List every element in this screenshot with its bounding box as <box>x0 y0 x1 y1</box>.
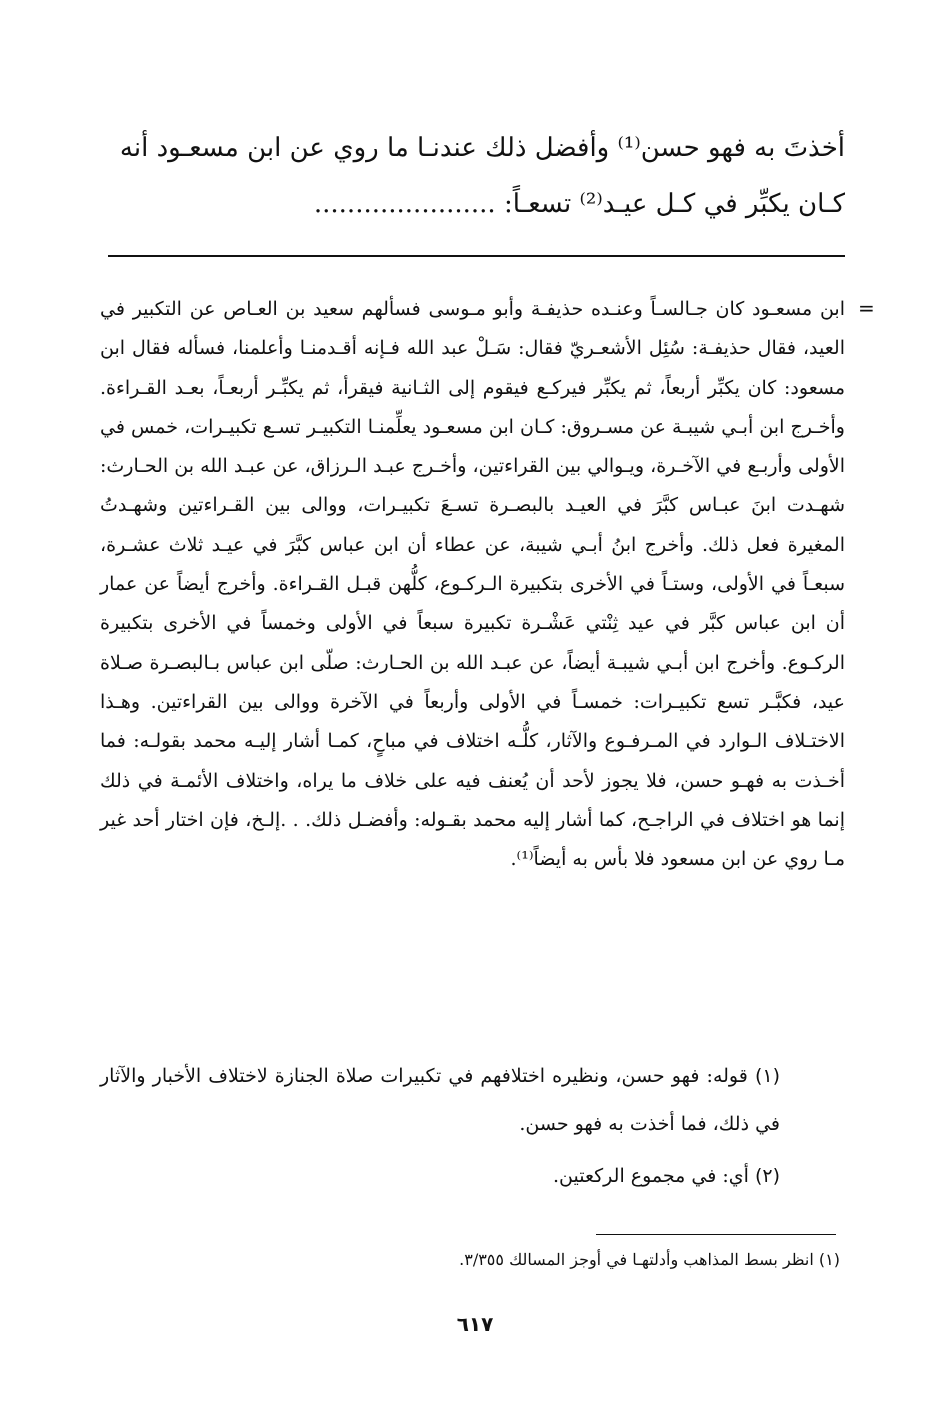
footnote-2-number: (٢) <box>754 1165 780 1187</box>
page-number: ٦١٧ <box>456 1312 494 1336</box>
reference-rule <box>596 1234 836 1235</box>
footnote-2-text: أي: في مجموع الركعتين. <box>552 1165 749 1187</box>
separator-rule <box>108 255 845 257</box>
main-text-line-1: أخذتَ به فهو حسن⁽¹⁾ وأفضل ذلك عندنـا ما روي عن ابن مسعـود أنه <box>119 133 845 163</box>
footnote-1-number: (١) <box>754 1065 780 1087</box>
dotted-leader: ...................... <box>313 189 496 219</box>
footnote-1 <box>100 1052 780 1148</box>
main-text <box>100 120 845 232</box>
main-text-line-2-text: كـان يكبِّر في كـل عيـد⁽²⁾ تسعـاً: <box>503 189 845 219</box>
main-text-line-2 <box>100 176 845 232</box>
reference-text: انظر بسط المذاهب وأدلتهـا في أوجز المسالك ٣/٣٥٥. <box>459 1250 814 1269</box>
footnote-2 <box>300 1152 780 1200</box>
reference-note <box>300 1243 840 1277</box>
commentary-paragraph: ابن مسعـود كان جـالسـاً وعنـده حذيفـة وأبو مـوسى فسألهم سعيد بن العـاص عن التكبير في العيد، فقال حذيفـة: سُئِل الأشعـريّ فقال: سَـلْ عبد الله فـإنه أقـدمنـا وأعلمنا، فسأله فقال ابن مسعود: كان يكبِّر أربعاً، ثم يكبِّر فيركـع فيقوم إلى الثـانية فيقرأ، ثم يكبِّـر أربعـاً، بعـد القـراءة. وأخـرج ابن أبـي شيبـة عن مسـروق: كـان ابن مسعـود يعلِّمنـا التكبيـر تسـع تكبيـرات، خمس في الأولى وأربـع في الآخـرة، ويـوالي بين القراءتين، وأخـرج عبـد الـرزاق، عن عبـد الله بن الحـارث: شهـدت ابنَ عبـاس كبَّرَ في العيـد بالبصـرة تسـعَ تكبيـرات، ووالى بين القـراءتين وشهـدتُ المغيرة فعل ذلك. وأخرج ابنُ أبـي شيبة، عن عطاء أن ابن عباس كبَّرَ في عيـد ثلاث عشـرة، سبعـاً في الأولى، وستـاً في الأخرى بتكبيرة الـركـوع، كلُّهن قبـل القـراءة. وأخرج أيضاً عن عمار أن ابن عباس كبَّر في عيد ثِنْتي عَشْـرة تكبيرة سبعاً في الأولى وخمساً في الأخرى بتكبيرة الركـوع. وأخرج ابن أبـي شيبـة أيضاً، عن عبـد الله بن الحـارث: صلّى ابن عباس بـالبصـرة صـلاة عيد، فكبَّـر تسع تكبيـرات: خمسـاً في الأولى وأربعاً في الآخرة ووالى بين القراءتين. وهـذا الاختـلاف الـوارد في المـرفـوع والآثار، كلُّـه اختلاف في مباحٍ، كمـا أشار إليـه محمد بقولـه: فما أخـذت به فهـو حسن، فلا يجوز لأحد أن يُعنف فيه على خلاف ما يراه، واختلاف الأئمـة في ذلك إنما هو اختلاف في الراجـح، كما أشار إليه محمد بقـوله: وأفضـل ذلك. . .إلـخ، فإن اختار أحد غير مـا روي عن ابن مسعود فلا بأس به أيضاً⁽¹⁾. <box>100 298 845 871</box>
footnote-1-text: قوله: فهو حسن، ونظيره اختلافهم في تكبيرات صلاة الجنازة لاختلاف الأخبار والآثار في ذلك، فما أخذت به فهو حسن. <box>100 1065 780 1135</box>
reference-number: (١) <box>818 1250 840 1269</box>
continuation-marker: = <box>858 296 875 320</box>
